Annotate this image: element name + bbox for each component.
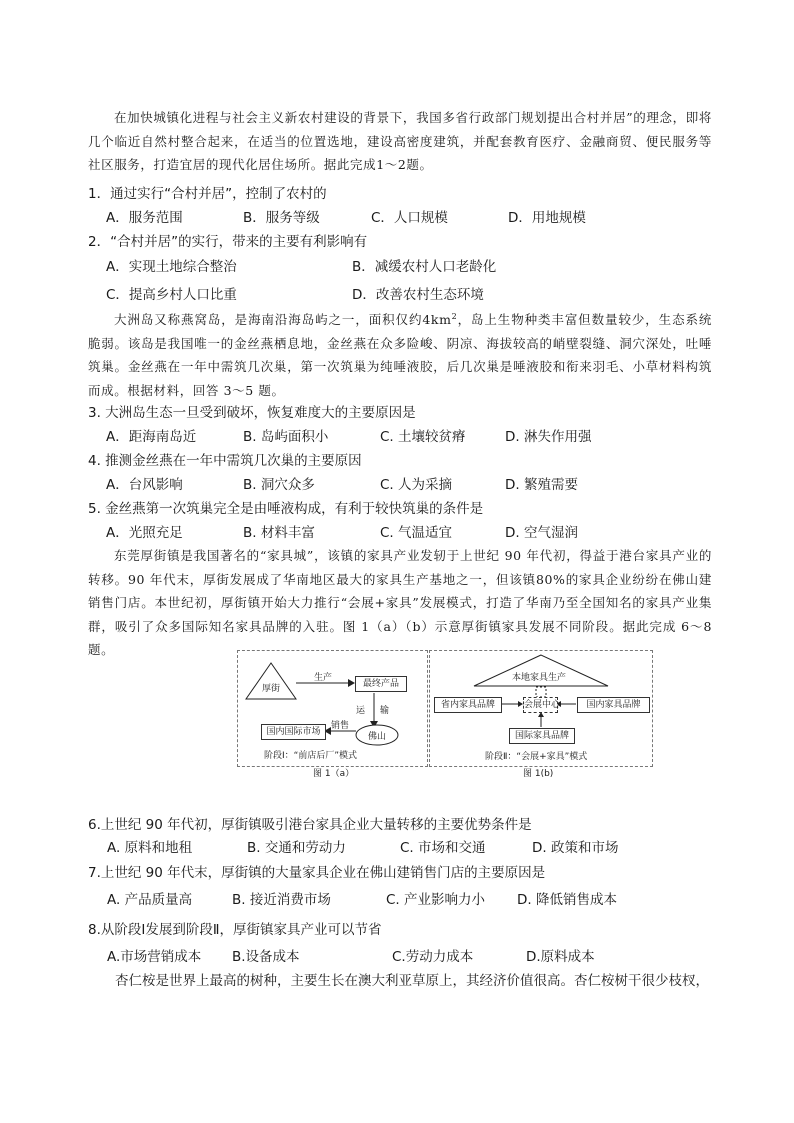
q1-option-d[interactable]: D．用地规模 — [508, 210, 586, 226]
q8-option-a[interactable]: A.市场营销成本 — [107, 949, 202, 965]
province-brand-box: 省内家具品牌 — [434, 697, 502, 713]
figure-1a-caption: 图 1（a） — [313, 769, 355, 779]
q6-option-d[interactable]: D. 政策和市场 — [532, 840, 619, 856]
question-8-stem: 8.从阶段Ⅰ发展到阶段Ⅱ，厚街镇家具产业可以节省 — [88, 922, 382, 938]
q1-option-c[interactable]: C．人口规模 — [371, 210, 448, 226]
passage-eucalyptus: 杏仁桉是世界上最高的树种，主要生长在澳大利亚草原上，其经济价值很高。杏仁桉树干很少枝杈， — [115, 973, 709, 989]
q8-option-b[interactable]: B.设备成本 — [232, 949, 300, 965]
q3-option-d[interactable]: D. 淋失作用强 — [505, 429, 592, 445]
q2-option-b[interactable]: B．减缓农村人口老龄化 — [352, 259, 497, 275]
q5-option-a[interactable]: A．光照充足 — [106, 525, 183, 541]
final-product-box: 最终产品 — [355, 676, 407, 692]
q7-option-c[interactable]: C. 产业影响力小 — [386, 892, 486, 908]
q6-option-c[interactable]: C. 市场和交通 — [400, 840, 486, 856]
houjie-label: 厚街 — [262, 684, 281, 694]
production-label: 生产 — [314, 673, 333, 683]
stage-2-label: 阶段Ⅱ：“会展+家具”模式 — [485, 752, 588, 762]
q7-option-a[interactable]: A. 产品质量高 — [107, 892, 193, 908]
q4-option-c[interactable]: C. 人为采摘 — [380, 477, 453, 493]
stage-1-label: 阶段Ⅰ：“前店后厂”模式 — [264, 751, 357, 761]
market-box: 国内国际市场 — [261, 724, 326, 740]
q3-option-b[interactable]: B. 岛屿面积小 — [243, 429, 329, 445]
local-production-label: 本地家具生产 — [512, 673, 567, 683]
q2-option-c[interactable]: C．提高乡村人口比重 — [106, 287, 237, 303]
foshan-label: 佛山 — [368, 732, 387, 742]
q2-option-a[interactable]: A．实现土地综合整治 — [106, 259, 237, 275]
q4-option-a[interactable]: A．台风影响 — [106, 477, 183, 493]
q2-option-d[interactable]: D．改善农村生态环境 — [352, 287, 484, 303]
q4-option-d[interactable]: D. 繁殖需要 — [505, 477, 578, 493]
q8-option-c[interactable]: C.劳动力成本 — [392, 949, 474, 965]
figure-1b-caption: 图 1(b) — [523, 769, 554, 779]
passage2-text-b: ，岛上生物种类丰富但数量较少，生态系统脆弱。该岛是我国唯一的金丝燕栖息地，金丝燕在众多险峻、阴凉、海拔较高的峭壁裂缝、洞穴深处，吐唾筑巢。金丝燕在一年中需筑几次巢，第一次筑巢为纯唾液胶，后几次巢是唾液胶和衔来羽毛、小草材料构筑而成。根据材料，回答 3～5 题。 — [88, 312, 713, 398]
q8-option-d[interactable]: D.原料成本 — [526, 949, 595, 965]
question-6-stem: 6.上世纪 90 年代初，厚街镇吸引港台家具企业大量转移的主要优势条件是 — [88, 817, 532, 833]
question-1-stem: 1．通过实行“合村并居”，控制了农村的 — [88, 186, 327, 202]
q1-option-b[interactable]: B．服务等级 — [243, 210, 320, 226]
question-4-stem: 4. 推测金丝燕在一年中需筑几次巢的主要原因 — [88, 453, 362, 469]
q7-option-b[interactable]: B. 接近消费市场 — [232, 892, 331, 908]
figure-1a — [237, 650, 428, 767]
passage-houjie-furniture: 东莞厚街镇是我国著名的“家具城”，该镇的家具产业发轫于上世纪 90 年代初，得益于港台家具产业的转移。90 年代末，厚街发展成了华南地区最大的家具生产基地之一，但该镇80%的家具企业纷纷在佛山建销售门店。本世纪初，厚街镇开始大力推行“会展+家具”发展模式，打造了华南乃至全国知名的家具产业集群，吸引了众多国际知名家具品牌的入驻。图 1（a）（b）示意厚街镇家具发展不同阶段。据此完成 6～8 题。 — [88, 548, 712, 657]
intl-brand-box: 国际家具品牌 — [509, 728, 575, 744]
passage2-superscript: 2 — [451, 312, 458, 321]
question-3-stem: 3. 大洲岛生态一旦受到破坏，恢复难度大的主要原因是 — [88, 405, 416, 421]
sales-label: 销售 — [331, 721, 350, 731]
passage-village-merging: 在加快城镇化进程与社会主义新农村建设的背景下，我国多省行政部门规划提出合村并居”的理念，即将几个临近自然村整合起来，在适当的位置选地，建设高密度建筑，并配套教育医疗、金融商贸、便民服务等社区服务，打造宜居的现代化居住场所。据此完成1～2题。 — [88, 110, 712, 172]
q5-option-b[interactable]: B. 材料丰富 — [243, 525, 315, 541]
q4-option-b[interactable]: B. 洞穴众多 — [243, 477, 315, 493]
domestic-brand-box: 国内家具品牌 — [577, 697, 650, 713]
q6-option-b[interactable]: B. 交通和劳动力 — [247, 840, 346, 856]
q3-option-c[interactable]: C. 土壤较贫瘠 — [380, 429, 466, 445]
passage2-text-a: 大洲岛又称燕窝岛，是海南沿海岛屿之一，面积仅约4km — [114, 312, 452, 328]
q5-option-c[interactable]: C. 气温适宜 — [380, 525, 453, 541]
production-arrowhead — [348, 679, 355, 687]
q5-option-d[interactable]: D. 空气湿润 — [505, 525, 578, 541]
transport-label-1: 运 — [356, 706, 366, 716]
exhibition-center-box: 会展中心 — [523, 697, 558, 713]
q7-option-d[interactable]: D. 降低销售成本 — [517, 892, 617, 908]
q1-option-a[interactable]: A．服务范围 — [106, 210, 183, 226]
transport-label-2: 输 — [380, 706, 390, 716]
figure-1b — [429, 650, 653, 767]
q3-option-a[interactable]: A．距海南岛近 — [106, 429, 197, 445]
passage-dazhou-island — [88, 305, 712, 402]
question-2-stem: 2．“合村并居”的实行，带来的主要有利影响有 — [88, 234, 368, 250]
q6-option-a[interactable]: A. 原料和地租 — [107, 840, 193, 856]
question-7-stem: 7.上世纪 90 年代末，厚街镇的大量家具企业在佛山建销售门店的主要原因是 — [88, 865, 546, 881]
center-dashed-link — [536, 687, 546, 697]
question-5-stem: 5. 金丝燕第一次筑巢完全是由唾液构成，有利于较快筑巢的条件是 — [88, 501, 484, 517]
